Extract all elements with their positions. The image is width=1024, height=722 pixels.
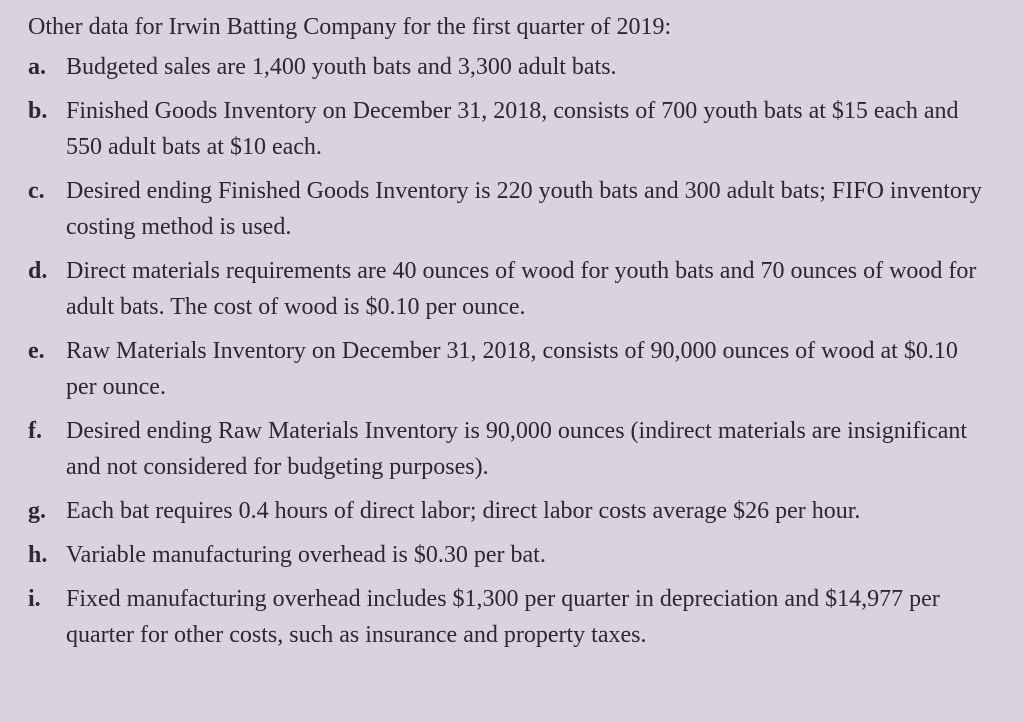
list-item-i — [28, 581, 994, 653]
list-item-h — [28, 537, 994, 573]
item-letter: b. — [28, 98, 48, 124]
item-letter: i. — [28, 586, 41, 612]
list-item-g — [28, 493, 994, 529]
item-text: Raw Materials Inventory on December 31, 2018, consists of 90,000 ounces of wood at $0.10 per ounce. — [66, 338, 958, 400]
item-letter: a. — [28, 54, 46, 80]
list-item-f — [28, 413, 994, 485]
list-item-d — [28, 253, 994, 325]
item-letter: g. — [28, 498, 46, 524]
item-text: Desired ending Raw Materials Inventory is 90,000 ounces (indirect materials are insignificant and not considered for budgeting purposes). — [66, 418, 968, 480]
item-text: Each bat requires 0.4 hours of direct labor; direct labor costs average $26 per hour. — [66, 498, 861, 524]
list-item-a — [28, 49, 994, 85]
intro-text: Other data for Irwin Batting Company for the first quarter of 2019: — [28, 14, 672, 40]
item-text: Fixed manufacturing overhead includes $1,300 per quarter in depreciation and $14,977 per quarter for other costs, such as insurance and property taxes. — [66, 586, 940, 648]
list-item-c — [28, 173, 994, 245]
item-letter: h. — [28, 542, 48, 568]
item-text: Finished Goods Inventory on December 31, 2018, consists of 700 youth bats at $15 each and 550 adult bats at $10 each. — [66, 98, 959, 160]
item-letter: c. — [28, 178, 45, 204]
item-text: Budgeted sales are 1,400 youth bats and 3,300 adult bats. — [66, 54, 617, 80]
data-list — [28, 49, 994, 653]
list-item-e — [28, 333, 994, 405]
item-letter: e. — [28, 338, 45, 364]
item-text: Desired ending Finished Goods Inventory is 220 youth bats and 300 adult bats; FIFO inventory costing method is used. — [66, 178, 982, 240]
item-letter: f. — [28, 418, 42, 444]
item-text: Direct materials requirements are 40 ounces of wood for youth bats and 70 ounces of wood for adult bats. The cost of wood is $0.10 per ounce. — [66, 258, 977, 320]
item-text: Variable manufacturing overhead is $0.30 per bat. — [66, 542, 546, 568]
item-letter: d. — [28, 258, 48, 284]
list-item-b — [28, 93, 994, 165]
